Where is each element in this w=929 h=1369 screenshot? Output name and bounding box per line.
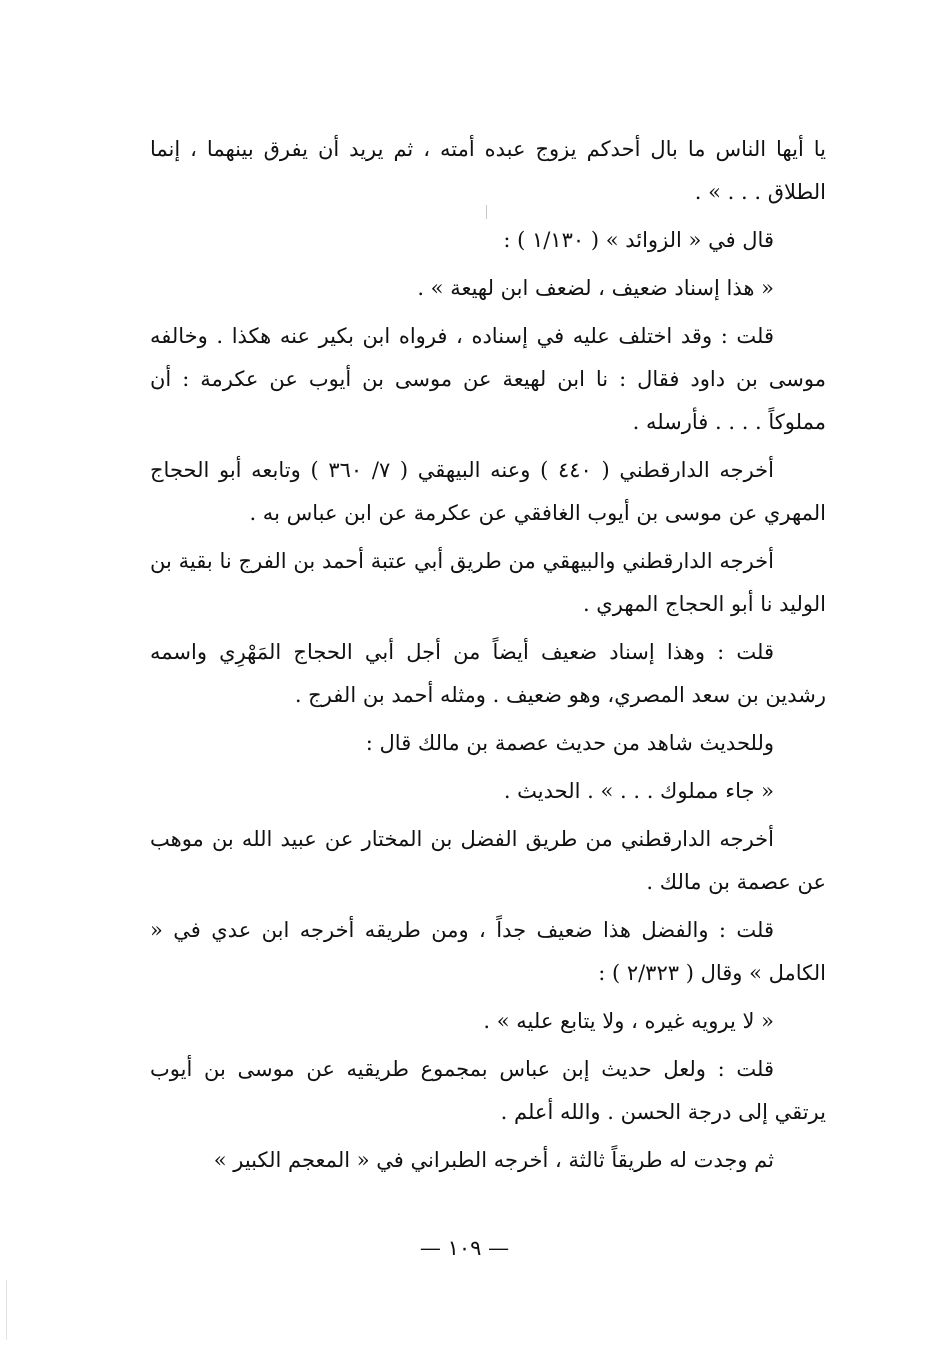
body-text — [150, 128, 826, 1187]
paragraph: قلت : والفضل هذا ضعيف جداً ، ومن طريقه أخرجه ابن عدي في « الكامل » وقال ( ٢/٣٢٣ ) : — [150, 918, 826, 985]
paragraph: ثم وجدت له طريقاً ثالثة ، أخرجه الطبراني في « المعجم الكبير » — [213, 1148, 774, 1172]
paragraph: قال في « الزوائد » ( ١/١٣٠ ) : — [503, 228, 774, 252]
paragraph: « هذا إسناد ضعيف ، لضعف ابن لهيعة » . — [417, 276, 774, 300]
paragraph: أخرجه الدارقطني من طريق الفضل بن المختار عن عبيد الله بن موهب عن عصمة بن مالك . — [150, 827, 826, 894]
paragraph: يا أيها الناس ما بال أحدكم يزوج عبده أمته ، ثم يريد أن يفرق بينهما ، إنما الطلاق . . . » . — [150, 137, 826, 204]
page-number: — ١٠٩ — — [419, 1236, 510, 1260]
paragraph: « جاء مملوك . . . » . الحديث . — [503, 779, 774, 803]
paragraph: وللحديث شاهد من حديث عصمة بن مالك قال : — [365, 731, 774, 755]
paragraph: قلت : وهذا إسناد ضعيف أيضاً من أجل أبي الحجاج المَهْرِي واسمه رشدين بن سعد المصري، وهو ضعيف . ومثله أحمد بن الفرج . — [150, 640, 826, 707]
paragraph: قلت : وقد اختلف عليه في إسناده ، فرواه ابن بكير عنه هكذا . وخالفه موسى بن داود فقال : نا ابن لهيعة عن موسى بن أيوب عن عكرمة : أن مملوكاً . . . . فأرسله . — [150, 324, 826, 434]
paragraph: أخرجه الدارقطني ( ٤٤٠ ) وعنه البيهقي ( ٧/ ٣٦٠ ) وتابعه أبو الحجاج المهري عن موسى بن أيوب الغافقي عن عكرمة عن ابن عباس به . — [150, 458, 826, 525]
paragraph: قلت : ولعل حديث إبن عباس بمجموع طريقيه عن موسى بن أيوب يرتقي إلى درجة الحسن . والله أعلم . — [150, 1057, 826, 1124]
scan-speck — [6, 1280, 7, 1340]
paragraph: أخرجه الدارقطني والبيهقي من طريق أبي عتبة أحمد بن الفرج نا بقية بن الوليد نا أبو الحجاج المهري . — [150, 549, 826, 616]
paragraph: « لا يرويه غيره ، ولا يتابع عليه » . — [483, 1009, 774, 1033]
